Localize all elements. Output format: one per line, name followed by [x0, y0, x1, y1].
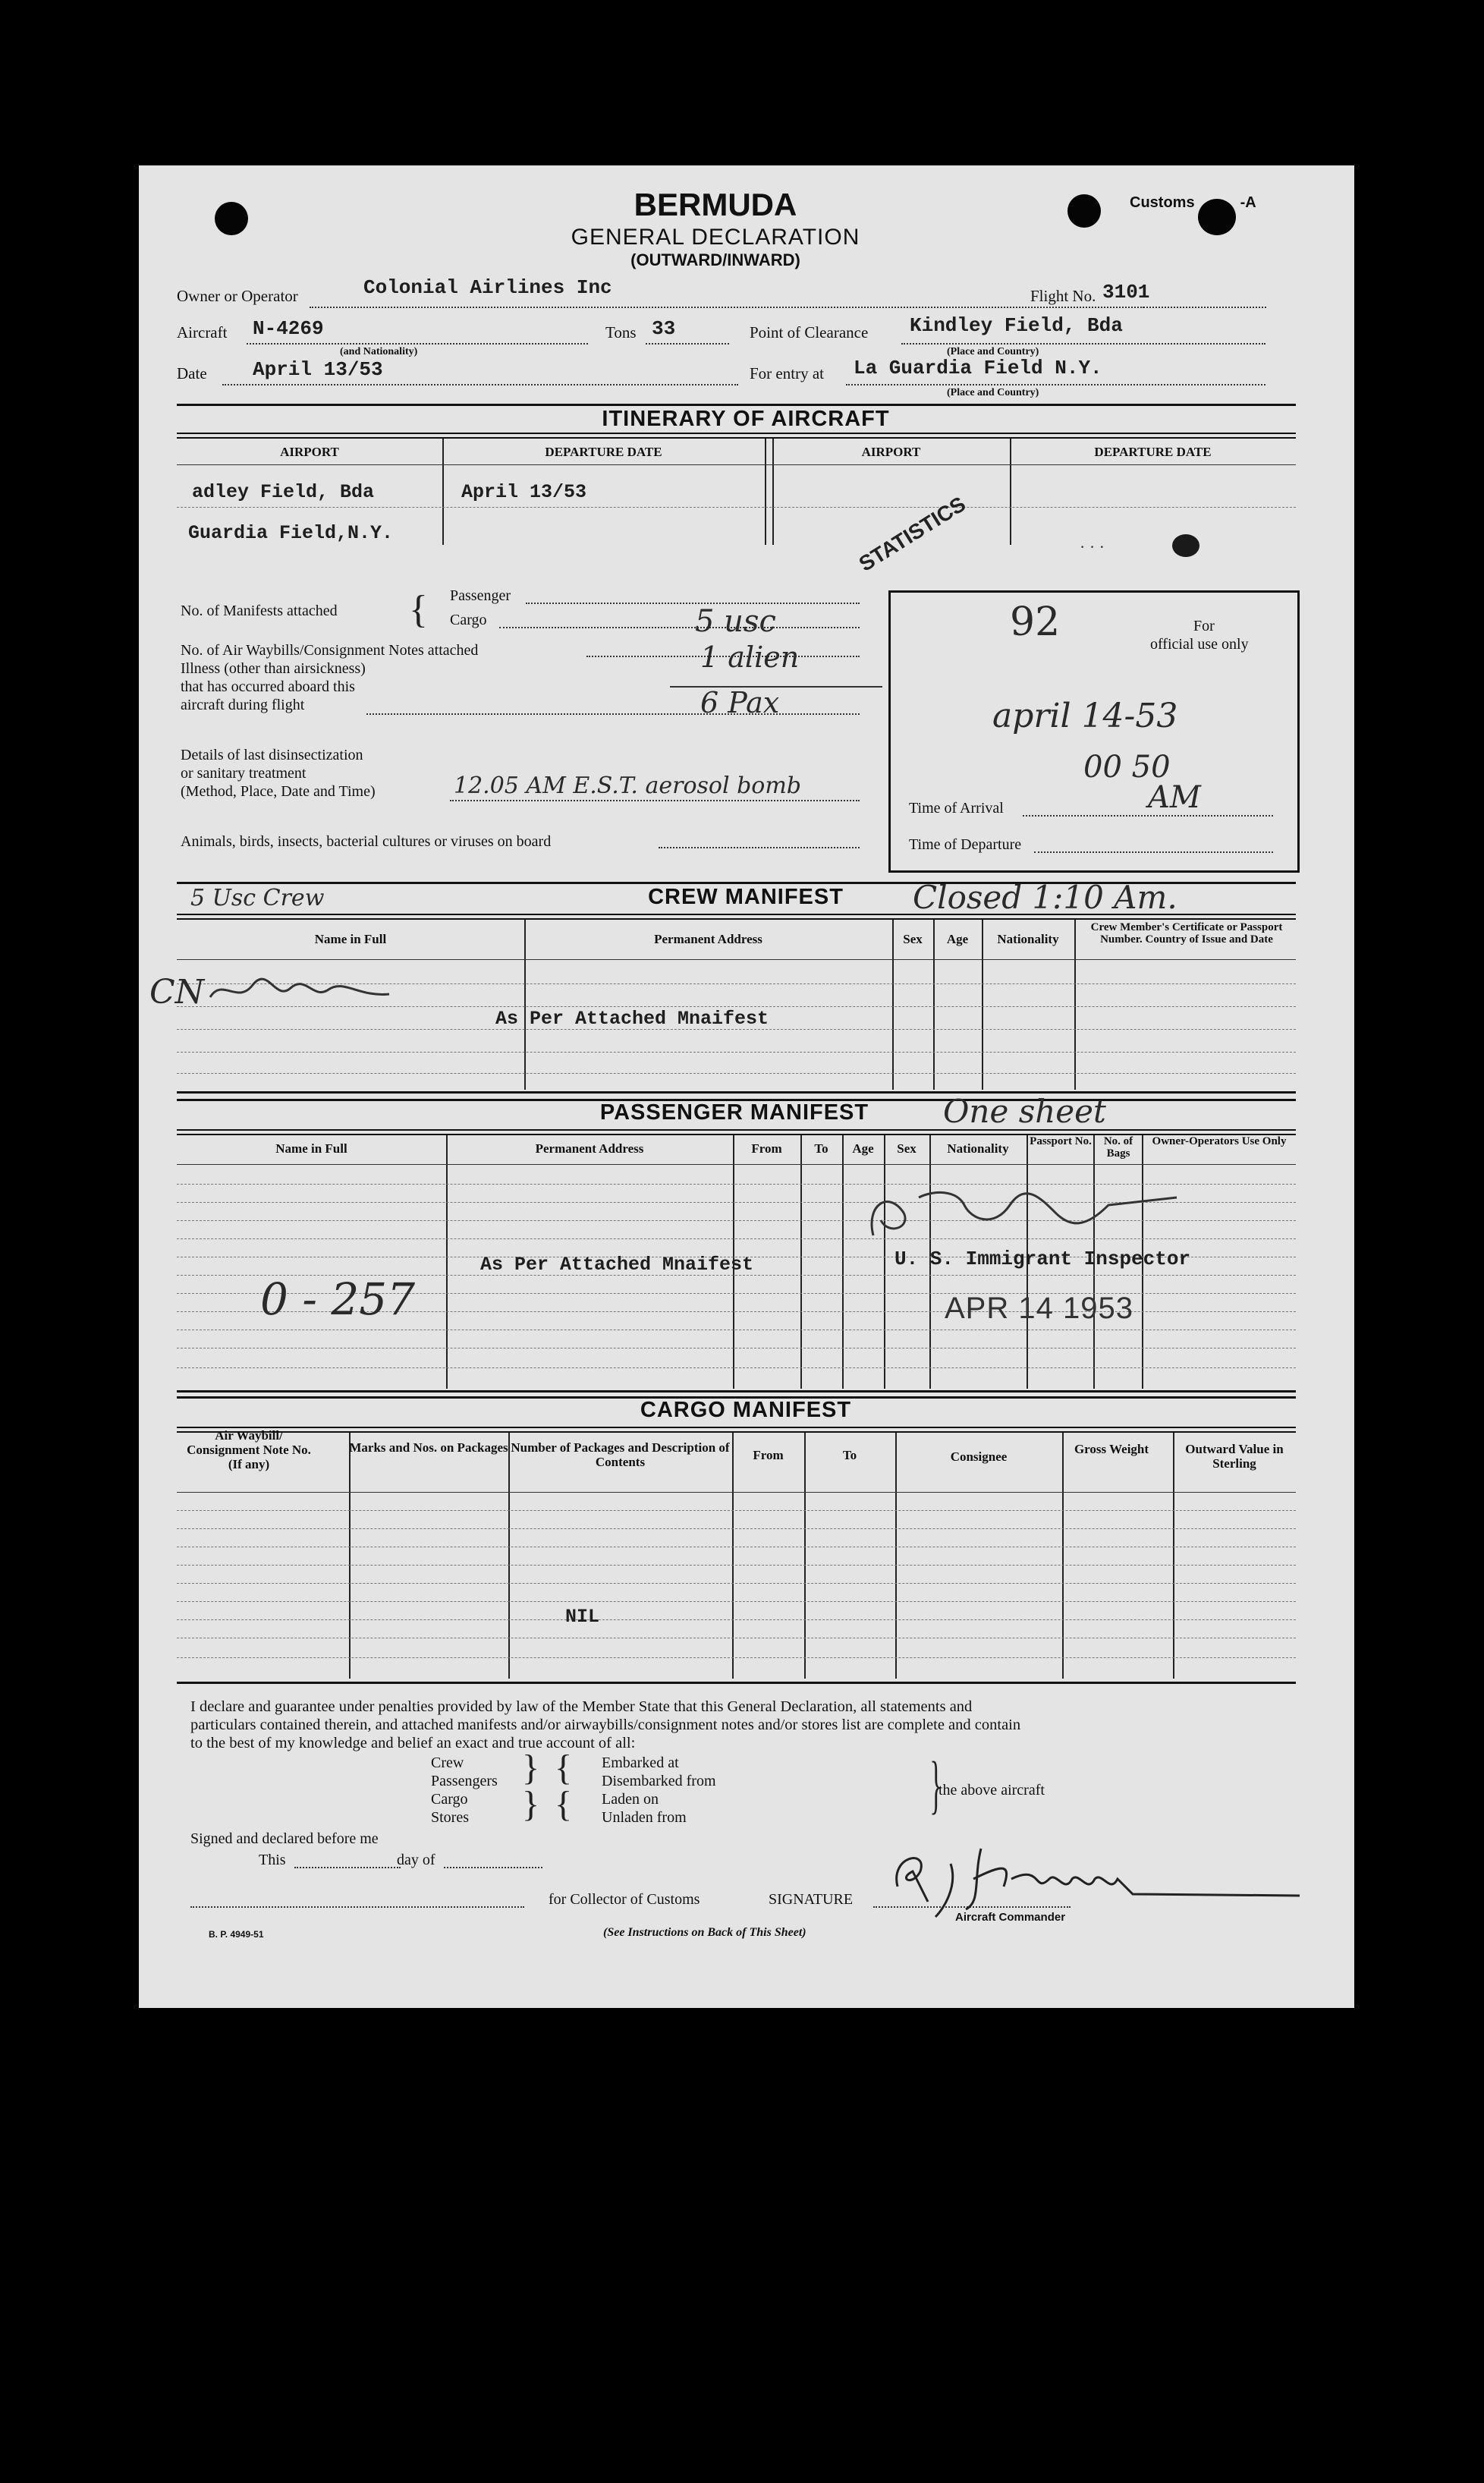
form-code — [1130, 194, 1256, 212]
owner-label: Owner or Operator — [177, 287, 298, 305]
passenger-per-manifest: As Per Attached Mnaifest — [480, 1254, 754, 1276]
manifests-count-label: No. of Manifests attached — [181, 603, 338, 619]
passenger-col-nationality: Nationality — [947, 1141, 1009, 1156]
disinsect-label-2: or sanitary treatment — [181, 765, 307, 782]
manifests-hand-3: 6 Pax — [700, 686, 780, 719]
official-date-hand: april 14-53 — [992, 697, 1178, 735]
ink-dots: · · · — [1080, 537, 1105, 556]
date-value: April 13/53 — [253, 358, 383, 381]
aircraft-value: N-4269 — [253, 317, 324, 340]
clearance-value: Kindley Field, Bda — [910, 314, 1123, 337]
form-direction: (OUTWARD/INWARD) — [630, 250, 800, 269]
crew-heading: CREW MANIFEST — [648, 885, 844, 909]
itinerary-col-date-2: DEPARTURE DATE — [1094, 445, 1212, 459]
nationality-note: (and Nationality) — [340, 346, 418, 357]
cargo-col-to: To — [842, 1448, 857, 1462]
declaration-right-item-1: Disembarked from — [602, 1773, 716, 1789]
crew-col-nationality: Nationality — [997, 932, 1059, 946]
entry-place-note: (Place and Country) — [947, 387, 1039, 398]
passenger-col-address: Permanent Address — [535, 1141, 644, 1156]
signed-label: Signed and declared before me — [190, 1830, 379, 1847]
disinsect-label-3: (Method, Place, Date and Time) — [181, 783, 376, 800]
declaration-right-item-3: Unladen from — [602, 1809, 687, 1826]
passenger-col-to: To — [814, 1141, 828, 1156]
manifests-hand-2: 1 alien — [700, 640, 800, 674]
declaration-brace-2: } — [522, 1784, 540, 1824]
declaration-brace-3: { — [555, 1748, 573, 1788]
crew-col-address: Permanent Address — [654, 932, 762, 946]
passenger-col-from: From — [751, 1141, 782, 1156]
animals-label: Animals, birds, insects, bacterial cultures or viruses on board — [181, 833, 552, 850]
passenger-heading: PASSENGER MANIFEST — [599, 1100, 869, 1125]
cargo-col-waybill: Air Waybill/ Consignment Note No. (If any) — [187, 1428, 311, 1471]
inspector-signature-scribble — [858, 1175, 1184, 1251]
declaration-left-item-1: Passengers — [431, 1773, 498, 1789]
commander-label: Aircraft Commander — [955, 1911, 1066, 1924]
declaration-text-2: particulars contained therein, and attached manifests and/or airwaybills/consignment notes and/or stores list are complete and contain — [190, 1717, 1021, 1733]
official-number: 92 — [1010, 600, 1061, 645]
aircraft-label: Aircraft — [177, 323, 228, 341]
declaration-text-3: to the best of my knowledge and belief an exact and true account of all: — [190, 1735, 636, 1751]
form-number: B. P. 4949-51 — [209, 1929, 264, 1940]
signature-label: SIGNATURE — [769, 1891, 854, 1908]
passenger-col-bags: No. of Bags — [1103, 1135, 1133, 1160]
crew-per-manifest: As Per Attached Mnaifest — [495, 1008, 769, 1030]
illness-label-3: aircraft during flight — [181, 697, 305, 713]
declaration-text-1: I declare and guarantee under penalties provided by law of the Member State that this General Declaration, all statements and — [190, 1698, 973, 1715]
form-subtitle: GENERAL DECLARATION — [571, 225, 860, 250]
itinerary-heading: ITINERARY OF AIRCRAFT — [602, 407, 890, 431]
declaration-brace-5: } — [929, 1748, 942, 1821]
this-label: This — [259, 1852, 286, 1868]
form-title: BERMUDA — [634, 187, 797, 222]
itinerary-col-airport-1: AIRPORT — [280, 445, 339, 459]
collector-label: for Collector of Customs — [549, 1891, 700, 1908]
date-stamp: APR 14 1953 — [945, 1292, 1133, 1325]
clearance-label: Point of Clearance — [750, 323, 869, 341]
passenger-col-sex: Sex — [897, 1141, 916, 1156]
declaration-right-item-0: Embarked at — [602, 1754, 679, 1771]
declaration-left-item-0: Crew — [431, 1754, 464, 1771]
itinerary-airport-1: adley Field, Bda — [192, 481, 375, 503]
disinsect-label-1: Details of last disinsectization — [181, 747, 363, 763]
departure-label: Time of Departure — [909, 836, 1022, 853]
clearance-place-note: (Place and Country) — [947, 346, 1039, 357]
inspector-stamp: U. S. Immigrant Inspector — [894, 1248, 1191, 1270]
cargo-value: NIL — [565, 1606, 600, 1628]
manifests-passenger-label: Passenger — [450, 587, 511, 604]
illness-label-1: Illness (other than airsickness) — [181, 660, 366, 677]
official-use-label: official use only — [1150, 636, 1249, 653]
instructions-note: (See Instructions on Back of This Sheet) — [603, 1926, 806, 1939]
punch-hole-left — [215, 202, 248, 235]
cargo-col-weight: Gross Weight — [1074, 1442, 1149, 1456]
passenger-col-owner: Owner-Operators Use Only — [1152, 1135, 1287, 1147]
above-aircraft-label: the above aircraft — [939, 1782, 1045, 1799]
punch-hole-right — [1067, 194, 1101, 228]
declaration-brace-4: { — [555, 1784, 573, 1824]
itinerary-date-1: April 13/53 — [461, 481, 587, 503]
crew-col-age: Age — [946, 932, 969, 946]
waybills-label: No. of Air Waybills/Consignment Notes attached — [181, 642, 479, 659]
cargo-heading: CARGO MANIFEST — [640, 1398, 852, 1422]
flight-label: Flight No. — [1030, 287, 1096, 305]
manifests-cargo-label: Cargo — [450, 612, 487, 628]
passenger-hand-number: 0 - 257 — [260, 1273, 416, 1325]
official-for-label: For — [1193, 618, 1215, 634]
crew-right-note: Closed 1:10 Am. — [913, 879, 1177, 916]
date-label: Date — [177, 364, 207, 382]
declaration-sheet — [139, 165, 1354, 2008]
crew-signature-scribble — [207, 974, 397, 1008]
crew-col-name: Name in Full — [314, 932, 387, 946]
day-label: day of — [397, 1852, 435, 1868]
crew-col-certificate: Crew Member's Certificate or Passport Number. Country of Issue and Date — [1090, 921, 1283, 946]
official-ampm-hand: AM — [1148, 780, 1201, 815]
entry-label: For entry at — [750, 364, 824, 382]
crew-left-note: 5 Usc Crew — [190, 885, 325, 911]
manifests-hand-1: 5 usc — [695, 604, 776, 639]
ink-blot — [1172, 534, 1199, 557]
declaration-brace-1: } — [522, 1748, 540, 1788]
itinerary-col-date-1: DEPARTURE DATE — [545, 445, 662, 459]
passenger-col-passport: Passport No. — [1030, 1135, 1092, 1147]
entry-value: La Guardia Field N.Y. — [854, 357, 1102, 379]
declaration-right-item-2: Laden on — [602, 1791, 659, 1808]
declaration-left-item-3: Stores — [431, 1809, 469, 1826]
declaration-left-item-2: Cargo — [431, 1791, 468, 1808]
cargo-col-from: From — [753, 1448, 784, 1462]
itinerary-col-airport-2: AIRPORT — [861, 445, 921, 459]
passenger-col-name: Name in Full — [275, 1141, 347, 1156]
crew-col-sex: Sex — [903, 932, 923, 946]
disinsect-value: 12.05 AM E.S.T. aerosol bomb — [454, 773, 802, 799]
cargo-col-packages: Number of Packages and Description of Contents — [511, 1440, 730, 1469]
cargo-col-value: Outward Value in Sterling — [1185, 1442, 1284, 1471]
passenger-note: One sheet — [943, 1093, 1106, 1130]
form-code-prefix: Customs — [1130, 194, 1195, 211]
statistics-stamp: STATISTICS — [854, 492, 970, 576]
arrival-label: Time of Arrival — [909, 800, 1004, 817]
form-code-suffix: -A — [1240, 194, 1256, 211]
manifests-brace: { — [409, 588, 428, 631]
cargo-col-consignee: Consignee — [950, 1449, 1008, 1464]
official-time-hand: 00 50 — [1083, 750, 1171, 785]
cargo-col-marks: Marks and Nos. on Packages — [349, 1440, 508, 1455]
passenger-col-age: Age — [852, 1141, 874, 1156]
flight-value: 3101 — [1102, 281, 1150, 304]
tons-label: Tons — [605, 323, 637, 341]
tons-value: 33 — [652, 317, 676, 340]
crew-initials: CN — [149, 973, 205, 1012]
illness-label-2: that has occurred aboard this — [181, 678, 355, 695]
owner-value: Colonial Airlines Inc — [363, 276, 612, 299]
commander-signature — [890, 1833, 1315, 1924]
itinerary-airport-2: Guardia Field,N.Y. — [188, 522, 394, 544]
